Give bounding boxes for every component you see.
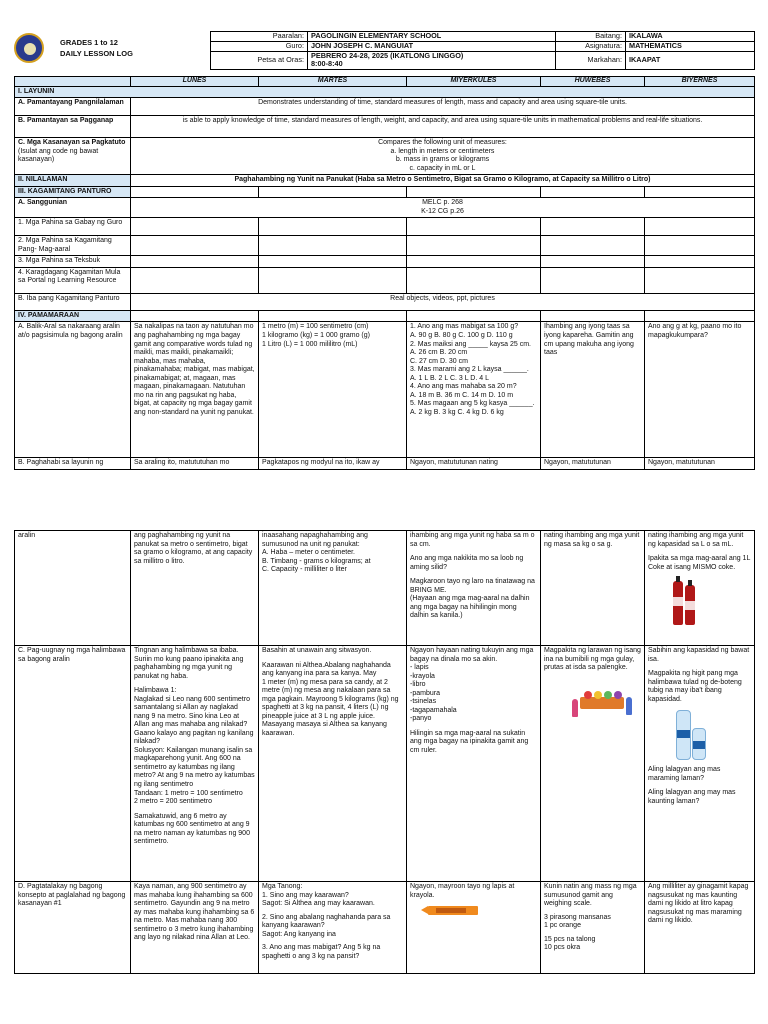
doc-title (60, 38, 133, 59)
conversion-line: 1 metro (m) = 100 sentimetro (cm) (262, 323, 369, 331)
text-line: 1 meter (m) ng mesa para sa candy, at 2 metre (m) ng mesa ang nakalaan para sa mga pagkain. Mayroong 5 kilograms (kg) ng spaghetti at 3 kg na pansit, 4 liters (L) ng pineapple juice at 3 L ng apple juice. Masayang masaya si Althea sa kanyang kaarawan. (262, 678, 399, 737)
blank-cell (645, 256, 755, 268)
blank-cell (259, 186, 407, 198)
text-line: (Hayaan ang mga mag-aaral na dalhin ang mga bagay na hihilingin mong dalhin sa kanila.) (410, 595, 530, 620)
text-line: nating ihambing ang mga yunit ng kapasidad sa L o sa mL. (648, 532, 744, 548)
blank-cell (407, 267, 541, 293)
blank-cell (407, 236, 541, 256)
paghahabi-miyerkules-cont (407, 531, 541, 646)
nilalaman-label: II. NILALAMAN (15, 175, 131, 187)
page-gap (0, 470, 768, 530)
markahan-value: IKAAPAT (626, 52, 755, 70)
page-2 (0, 530, 768, 1024)
quiz-line: 1. Ano ang mas mabigat sa 100 g? (410, 323, 519, 331)
blank-cell (645, 186, 755, 198)
text-line: Magpakita ng higit pang mga halimbawa tulad ng de-boteng tubig na may iba't ibang kapasidad. (648, 670, 742, 703)
blank-cell (645, 218, 755, 236)
paghahabi-martes-cont (259, 531, 407, 646)
list-item: - lapis (410, 664, 429, 672)
kasanayan-label: C. Mga Kasanayan sa Pagkatuto (18, 139, 126, 147)
guro-label: Guro: (211, 42, 308, 52)
day-header-biyernes: BIYERNES (645, 77, 755, 87)
text-line: Aling lalagyan ang may mas kaunting laman? (648, 789, 736, 805)
blank-cell (131, 256, 259, 268)
markahan-label: Markahan: (556, 52, 626, 70)
text-line: Kaarawan ni Althea.Abalang naghahanda ang kanyang ina para sa kanya. May (262, 661, 391, 678)
blank-cell (131, 310, 259, 322)
lesson-log-table (14, 76, 755, 470)
conversion-line: 1 kilogramo (kg) = 1 000 gramo (g) (262, 331, 370, 339)
text-line: 2. Sino ang abalang naghahanda para sa kanyang kaarawan? (262, 913, 391, 930)
quiz-line: 4. Ano ang mas mahaba sa 20 m? (410, 383, 517, 391)
text-line: Sabihin ang kapasidad ng bawat isa. (648, 647, 750, 663)
coke-bottle-icon (673, 581, 683, 625)
blank-cell (541, 310, 645, 322)
conversion-line: 1 Litro (L) = 1 000 mililitro (mL) (262, 340, 358, 348)
blank-cell (131, 236, 259, 256)
karagdagang-label: 4. Karagdagang Kagamitan Mula sa Portal ng Learning Resource (15, 267, 131, 293)
pagtatalakay-biyernes: Ang milliliter ay ginagamit kapag nagsusukat ng mas kaunting dami ng likido at litro kapag nagsusukat ng mas maraming dami ng likido. (645, 882, 755, 974)
blank-cell (131, 267, 259, 293)
text-line: ihambing ang mga yunit ng haba sa m o sa cm. (410, 532, 535, 548)
pag-uugnay-huwebes (541, 646, 645, 882)
asignatura-value: MATHEMATICS (626, 42, 755, 52)
paghahabi-martes: Pagkatapos ng modyul na ito, ikaw ay (259, 458, 407, 470)
blank-cell (645, 267, 755, 293)
paaralan-value: PAGOLINGIN ELEMENTARY SCHOOL (308, 32, 556, 42)
blank-cell (407, 186, 541, 198)
text-line: 1. Sino ang may kaarawan? (262, 891, 349, 899)
pagtatalakay-martes (259, 882, 407, 974)
text-line: Ngayon, mayroon tayo ng lapis at krayola. (410, 883, 515, 899)
day-header-lunes: LUNES (131, 77, 259, 87)
text-line: Magpakita ng larawan ng isang ina na bumibili ng mga gulay, prutas at isda sa palengke. (544, 647, 641, 672)
asignatura-label: Asignatura: (556, 42, 626, 52)
list-item: -tagapamahala (410, 706, 457, 714)
page-1 (0, 0, 768, 470)
lesson-log-table-continued (14, 530, 755, 974)
text-line: 2 metro = 200 sentimetro (134, 798, 213, 806)
day-header-miyerkules: MIYERKULES (407, 77, 541, 87)
water-bottle-icon (676, 710, 691, 760)
header-table (210, 31, 755, 70)
deped-seal-icon (14, 33, 44, 63)
quiz-line: C. 27 cm D. 30 cm (410, 357, 468, 365)
pagtatalakay-miyerkules (407, 882, 541, 974)
text-line: Naglakad si Leo nang 600 sentimetro samantalang si Allan ay naglakad nang 9 na metro. Sino kina Leo at Allan ang mas mahaba ang nilakad? Gaano kalayo ang pagitan ng kanilang nilakad? (134, 695, 254, 746)
pag-uugnay-label: C. Pag-uugnay ng mga halimbawa sa bagong aralin (15, 646, 131, 882)
blank-cell (541, 256, 645, 268)
water-bottles-image (676, 710, 706, 760)
sanggunian-line: MELC p. 268 (422, 199, 463, 207)
blank-cell (259, 218, 407, 236)
pamantayang-value: Demonstrates understanding of time, standard measures of length, mass and capacity and area using square-tile units. (131, 98, 755, 116)
iba-value: Real objects, videos, ppt, pictures (131, 293, 755, 310)
fruit-icon (614, 691, 622, 699)
pagtatalakay-huwebes (541, 882, 645, 974)
day-header-martes: MARTES (259, 77, 407, 87)
paghahabi-label-cont: aralin (15, 531, 131, 646)
person-icon (626, 697, 632, 715)
text-line: Hilingin sa mga mag-aaral na sukatin ang mga bagay na ipinakita gamit ang cm ruler. (410, 729, 529, 754)
day-header-huwebes: HUWEBES (541, 77, 645, 87)
kasanayan-line: c. capacity in mL or L (409, 164, 476, 172)
blank-cell (131, 186, 259, 198)
text-line: Basahin at unawain ang sitwasyon. (262, 647, 372, 654)
doc-title-line2: DAILY LESSON LOG (60, 48, 133, 58)
balik-aral-label: A. Balik-Aral sa nakaraang aralin at/o pagsisimula ng bagong aralin (15, 322, 131, 458)
quiz-line: A. 2 kg B. 3 kg C. 4 kg D. 6 kg (410, 408, 504, 416)
kasanayan-line: a. length in meters or centimeters (390, 147, 495, 155)
paghahabi-miyerkules: Ngayon, matututunan nating (407, 458, 541, 470)
pag-uugnay-martes (259, 646, 407, 882)
text-line: Sagot: Ang kanyang ina (262, 930, 336, 938)
text-line: Samakatuwid, ang 6 metro ay katumbas ng 600 sentimetro at ang 9 na metro naman ay katumbas ng 900 sentimetro. (134, 812, 250, 846)
blank-cell (645, 236, 755, 256)
blank-cell (541, 186, 645, 198)
blank-cell (259, 236, 407, 256)
gabay-label: 1. Mga Pahina sa Gabay ng Guro (15, 218, 131, 236)
fruit-icon (584, 691, 592, 699)
section-layunin: I. LAYUNIN (15, 86, 755, 98)
blank-cell (541, 218, 645, 236)
list-item: -panyo (410, 715, 432, 723)
balik-aral-huwebes: Ihambing ang iyong taas sa iyong kapareha. Gamitin ang cm upang makuha ang iyong taas (541, 322, 645, 458)
list-item: -tsinelas (410, 698, 437, 706)
list-item: -pambura (410, 689, 440, 697)
coke-bottles-image (673, 575, 695, 625)
text-line: Kunin natin ang mass ng mga sumusunod gamit ang weighing scale. (544, 883, 637, 908)
paghahabi-biyernes-cont (645, 531, 755, 646)
text-line: Tingnan ang halimbawa sa ibaba. Suriin mo kung paano ipinakita ang paghahambing ng mga yunit ng panukat ng haba. (134, 647, 244, 680)
blank-cell (541, 236, 645, 256)
text-line: Sagot: Si Althea ang may kaarawan. (262, 900, 375, 908)
blank-cell (259, 267, 407, 293)
fruit-icon (604, 691, 612, 699)
quiz-line: 5. Mas magaan ang 5 kg kasya ______. (410, 400, 535, 408)
text-line: 3. Ano ang mas mabigat? Ang 5 kg na spaghetti o ang 3 kg na pansit? (262, 944, 381, 960)
balik-aral-biyernes: Ano ang g at kg, paano mo ito mapagkukumpara? (645, 322, 755, 458)
iba-label: B. Iba pang Kagamitang Panturo (15, 293, 131, 310)
kasanayan-value (131, 138, 755, 175)
text-line: Aling lalagyan ang mas maraming laman? (648, 766, 721, 782)
quiz-line: A. 90 g B. 80 g C. 100 g D. 110 g (410, 331, 513, 339)
pag-uugnay-lunes (131, 646, 259, 882)
petsa-date: PEBRERO 24-28, 2025 (IKATLONG LINGGO) (311, 51, 464, 60)
baitang-label: Baitang: (556, 32, 626, 42)
coke-bottle-icon (685, 585, 695, 625)
quiz-line: 3. Mas marami ang 2 L kaysa ______. (410, 366, 529, 374)
kasanayan-line: Compares the following unit of measures: (378, 139, 507, 147)
text-line: A. Haba – meter o centimeter. (262, 549, 355, 557)
list-item: 10 pcs okra (544, 944, 581, 952)
blank-cell (407, 310, 541, 322)
teksbuk-label: 3. Mga Pahina sa Teksbuk (15, 256, 131, 268)
pamamaraan-label: IV. PAMAMARAAN (15, 310, 131, 322)
pagganap-value: is able to apply knowledge of time, standard measures of length, weight, and capacity, and area using square-tile units in mathematical problems and real-life situations. (131, 116, 755, 138)
balik-aral-martes (259, 322, 407, 458)
pagtatalakay-lunes: Kaya naman, ang 900 sentimetro ay mas mahaba kung ihahambing sa 600 sentimetro. Gayundin ang 9 na metro ay mas mahaba kung ihahambing sa 6 na metro. Mas mahaba nang 300 sentimetro o 3 metro kung ihahambing ang layo ng nilakad nina Allan at Leo. (131, 882, 259, 974)
kagamitang-label: III. KAGAMITANG PANTURO (15, 186, 131, 198)
fruit-icon (594, 691, 602, 699)
list-item: 3 pirasong mansanas (544, 913, 611, 921)
paghahabi-huwebes-cont: nating ihambing ang mga yunit ng masa sa kg o sa g. (541, 531, 645, 646)
quiz-line: A. 1 L B. 2 L C. 3 L D. 4 L (410, 374, 489, 382)
sanggunian-line: K-12 CG p.26 (421, 207, 464, 215)
list-item: 15 pcs na talong (544, 935, 596, 943)
paghahabi-lunes-cont: ang paghahambing ng yunit na panukat sa metro o sentimetro, bigat sa gramo o kilogramo, at ang capacity sa millitro o litro. (131, 531, 259, 646)
text-line: C. Capacity - milliliter o liter (262, 566, 347, 574)
person-icon (572, 699, 578, 717)
blank-cell (645, 310, 755, 322)
crayon-icon (428, 906, 478, 915)
list-item: -krayola (410, 672, 435, 680)
kasanayan-label-cell (15, 138, 131, 175)
quiz-line: A. 26 cm B. 20 cm (410, 349, 468, 357)
blank-cell (259, 310, 407, 322)
water-bottle-icon (692, 728, 706, 760)
blank-cell (259, 256, 407, 268)
baitang-value: IKALAWA (626, 32, 755, 42)
kagamitang-pang-label: 2. Mga Pahina sa Kagamitang Pang- Mag-aaral (15, 236, 131, 256)
text-line: Ano ang mga nakikita mo sa loob ng aming silid? (410, 555, 524, 571)
pagtatalakay-label: D. Pagtatalakay ng bagong konsepto at paglalahad ng bagong kasanayan #1 (15, 882, 131, 974)
guro-value: JOHN JOSEPH C. MANGUIAT (308, 42, 556, 52)
blank-cell (541, 267, 645, 293)
petsa-value (308, 52, 556, 70)
text-line: Solusyon: Kailangan munang isalin sa magkaparehong yunit. Ang 600 na sentimetro ay katumbas ng ilang metro? At ang 9 na metro ay katumbas ng ilang sentimetro (134, 746, 255, 788)
balik-aral-lunes: Sa nakalipas na taon ay natutuhan mo ang paghahambing ng mga bagay gamit ang comparative words tulad ng maikli, mas maikli, pinakamaikli; mahaba, mas mahaba, pinakamahaba; mabigat, mas mabigat, pinakamabigat; at, magaan, mas magaan, pinakamagaan. Natutuhan mo na rin ang pagsukat ng haba, bigat, at capacity ng mga bagay gamit ang non-standard na yunit ng panukat. (131, 322, 259, 458)
pag-uugnay-miyerkules (407, 646, 541, 882)
sanggunian-label: A. Sanggunian (15, 198, 131, 218)
doc-title-line1: GRADES 1 to 12 (60, 38, 118, 47)
petsa-time: 8:00-8:40 (311, 59, 343, 69)
quiz-line: 2. Mas maiksi ang _____ kaysa 25 cm. (410, 340, 532, 348)
pag-uugnay-biyernes (645, 646, 755, 882)
text-line: Magkaroon tayo ng laro na tinatawag na BRING ME. (410, 578, 535, 594)
petsa-label: Petsa at Oras: (211, 52, 308, 70)
paghahabi-biyernes: Ngayon, matututunan (645, 458, 755, 470)
paaralan-label: Paaralan: (211, 32, 308, 42)
quiz-line: A. 18 m B. 36 m C. 14 m D. 10 m (410, 391, 514, 399)
paghahabi-lunes: Sa araling ito, matututuhan mo (131, 458, 259, 470)
pagganap-label: B. Pamantayan sa Pagganap (15, 116, 131, 138)
text-line: inaasahang napaghahambing ang sumusunod na unit ng panukat: (262, 532, 368, 548)
kasanayan-note: (Isulat ang code ng bawat kasanayan) (18, 147, 99, 164)
text-line: Ipakita sa mga mag-aaral ang 1L Coke at isang MISMO coke. (648, 555, 751, 571)
text-line: Tandaan: 1 metro = 100 sentimetro (134, 789, 243, 797)
list-item: 1 pc orange (544, 922, 581, 930)
text-line: Mga Tanong: (262, 883, 303, 890)
balik-aral-miyerkules (407, 322, 541, 458)
nilalaman-value: Paghahambing ng Yunit na Panukat (Haba sa Metro o Sentimetro, Bigat sa Gramo o Kilogramo, at Capacity sa Millitro o Litro) (131, 175, 755, 187)
text-line: Ngayon hayaan nating tukuyin ang mga bagay na dinala mo sa akin. (410, 647, 534, 663)
text-line: Halimbawa 1: (134, 687, 177, 695)
text-line: B. Timbang - grams o kilograms; at (262, 557, 371, 565)
paghahabi-huwebes: Ngayon, matututunan (541, 458, 645, 470)
blank-cell (407, 256, 541, 268)
market-image (572, 677, 632, 722)
blank-cell (407, 218, 541, 236)
paghahabi-label: B. Paghahabi sa layunin ng (15, 458, 131, 470)
blank-cell (131, 218, 259, 236)
sanggunian-value (131, 198, 755, 218)
corner-header (15, 77, 131, 87)
kasanayan-line: b. mass in grams or kilograms (395, 156, 490, 164)
list-item: -libro (410, 681, 426, 689)
pamantayang-label: A. Pamantayang Pangnilalaman (15, 98, 131, 116)
